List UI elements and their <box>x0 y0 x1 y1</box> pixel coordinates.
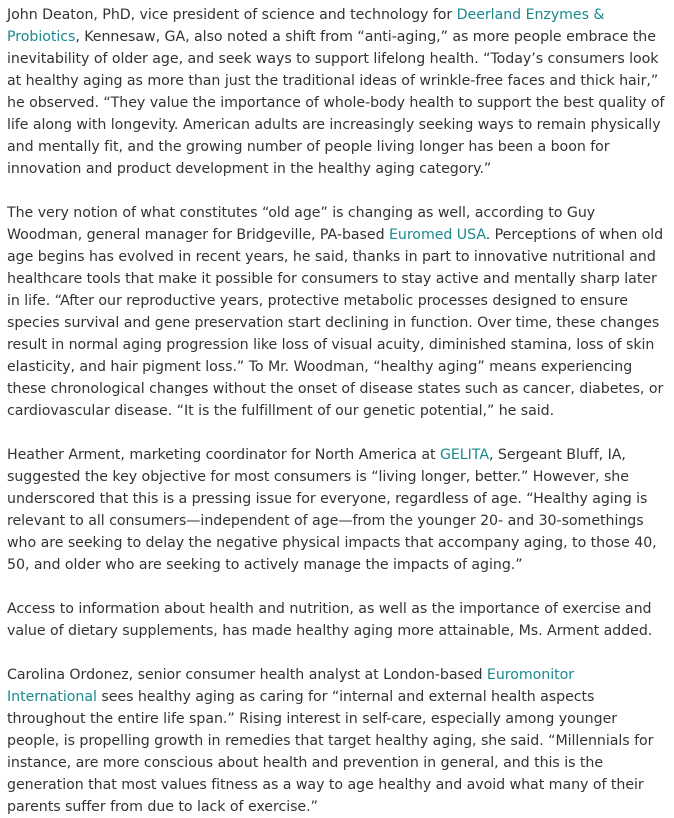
article-paragraph <box>7 444 668 576</box>
paragraph-text: John Deaton, PhD, vice president of science and technology for <box>7 7 457 23</box>
article-paragraph <box>7 4 668 180</box>
link-euromonitor-international[interactable]: Euromonitor International <box>7 667 575 705</box>
link-gelita[interactable]: GELITA <box>439 447 489 463</box>
article-paragraph <box>7 598 668 642</box>
paragraph-text: . Perceptions of when old age begins has evolved in recent years, he said, thanks in part to innovative nutritional and healthcare tools that make it possible for consumers to stay active and mentally sharp later in life. “After our reproductive years, protective metabolic processes designed to ensure species survival and gene preservation start declining in function. Over time, these changes result in normal aging progression like loss of visual acuity, diminished stamina, loss of skin elasticity, and hair pigment loss.” To Mr. Woodman, “healthy aging” means experiencing these chronological changes without the onset of disease states such as cancer, diabetes, or cardiovascular disease. “It is the fulfillment of our genetic potential,” he said. <box>7 227 664 419</box>
link-deerland-enzymes[interactable]: Deerland Enzymes & Probiotics <box>7 7 605 45</box>
article-paragraph <box>7 664 668 818</box>
paragraph-text: The very notion of what constitutes “old age” is changing as well, according to Guy Woodman, general manager for Bridgeville, PA-based <box>7 205 596 243</box>
paragraph-text: Heather Arment, marketing coordinator for North America at <box>7 447 440 463</box>
paragraph-text: , Sergeant Bluff, IA, suggested the key objective for most consumers is “living longer, better.” However, she underscored that this is a pressing issue for everyone, regardless of age. “Healthy aging is relevant to all consumers—independent of age—from the younger 20- and 30-somethings who are seeking to delay the negative physical impacts that accompany aging, to those 40, 50, and older who are seeking to actively manage the impacts of aging.” <box>7 447 657 573</box>
link-euromed-usa[interactable]: Euromed USA <box>388 227 486 243</box>
article-paragraph <box>7 202 668 422</box>
paragraph-text: , Kennesaw, GA, also noted a shift from “anti-aging,” as more people embrace the inevitability of older age, and seek ways to support lifelong health. “Today’s consumers look at healthy aging as more than just the traditional ideas of wrinkle-free faces and thick hair,” he observed. “They value the importance of whole-body health to support the best quality of life along with longevity. American adults are increasingly seeking ways to remain physically and mentally fit, and the growing number of people living longer has been a boon for innovation and product development in the healthy aging category.” <box>7 29 665 177</box>
paragraph-text: sees healthy aging as caring for “internal and external health aspects throughout the entire life span.” Rising interest in self-care, especially among younger people, is propelling growth in remedies that target healthy aging, she said. “Millennials for instance, are more conscious about health and prevention in general, and this is the generation that most values fitness as a way to age healthy and avoid what many of their parents suffer from due to lack of exercise.” <box>7 689 654 815</box>
paragraph-text: Access to information about health and nutrition, as well as the importance of exercise and value of dietary supplements, has made healthy aging more attainable, Ms. Arment added. <box>7 601 653 639</box>
paragraph-text: Carolina Ordonez, senior consumer health analyst at London-based <box>7 667 487 683</box>
